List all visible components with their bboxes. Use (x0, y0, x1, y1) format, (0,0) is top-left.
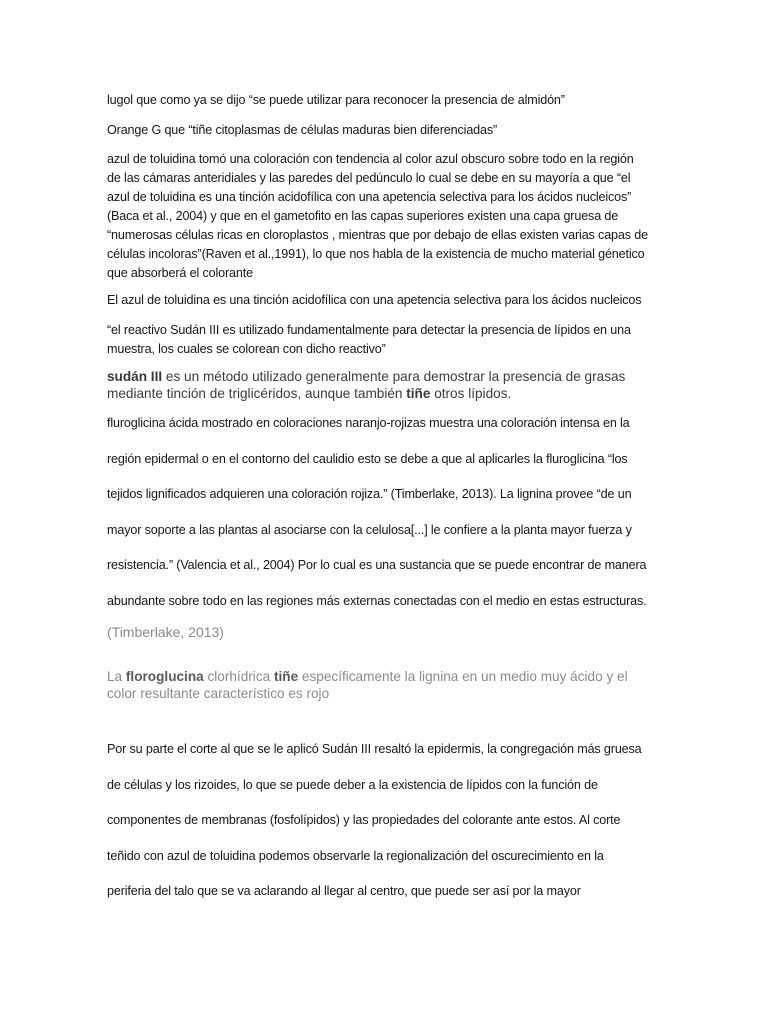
text-line: azul de toluidina tomó una coloración con tendencia al color azul obscuro sobre todo en la región (107, 152, 634, 166)
text-line: región epidermal o en el contorno del caulidio esto se debe a que al aplicarles la fluroglicina “los (107, 451, 628, 466)
text-line: que absorberá el colorante (107, 266, 253, 280)
paragraph-fluroglicina (107, 406, 652, 619)
text-line (107, 385, 652, 402)
paragraph-orange-g (107, 121, 652, 140)
text-line: fluroglicina ácida mostrado en coloraciones naranjo-rojizas muestra una coloración intensa en la (107, 416, 630, 430)
text-line: Por su parte el corte al que se le aplicó Sudán III resaltó la epidermis, la congregación más gruesa (107, 742, 642, 756)
paragraph-azul-toluidina (107, 150, 652, 283)
text-line: muestra, los cuales se colorean con dicho reactivo” (107, 342, 386, 356)
bold-term: tiñe (273, 669, 299, 684)
text-line: (Baca et al., 2004) y que en el gametofito en las capas superiores existen una capa gruesa de (107, 209, 619, 223)
bold-term: sudán III (107, 369, 163, 384)
paragraph-lugol (107, 91, 652, 110)
text-line: El azul de toluidina es una tinción acidofílica con una apetencia selectiva para los ácidos nucleicos (107, 293, 642, 307)
text-line: de células y los rizoides, lo que se puede deber a la existencia de lípidos con la función de (107, 777, 598, 792)
text-line: periferia del talo que se va aclarando al llegar al centro, que puede ser así por la mayor (107, 884, 581, 898)
text-line: de las cámaras anteridiales y las paredes del pedúnculo lo cual se debe en su mayoría a que “el (107, 171, 631, 185)
text-line: “el reactivo Sudán III es utilizado fundamentalmente para detectar la presencia de lípidos en una (107, 323, 631, 337)
paragraph-floroglucina (107, 668, 652, 702)
text-line: teñido con azul de toluidina podemos observarle la regionalización del oscurecimiento en la (107, 848, 604, 863)
text-line: (Timberlake, 2013) (107, 624, 224, 640)
text-line (107, 368, 652, 385)
paragraph-azul-acidofilica (107, 291, 652, 310)
paragraph-sudan-quote (107, 321, 652, 359)
text-line: lugol que como ya se dijo “se puede utilizar para reconocer la presencia de almidón” (107, 93, 565, 107)
citation-timberlake (107, 624, 652, 641)
text-line: “numerosas células ricas en cloroplastos , mientras que por debajo de ellas existen varias capas de (107, 228, 648, 242)
text-line: azul de toluidina es una tinción acidofílica con una apetencia selectiva para los ácidos nucleicos” (107, 190, 632, 204)
paragraph-sudan-results (107, 732, 652, 910)
text-line: tejidos lignificados adquieren una coloración rojiza.” (Timberlake, 2013). La lignina provee “de un (107, 487, 632, 501)
text-line: resistencia.” (Valencia et al., 2004) Por lo cual es una sustancia que se puede encontrar de manera (107, 558, 647, 572)
text-line: abundante sobre todo en las regiones más externas conectadas con el medio en estas estructuras. (107, 593, 647, 608)
text-run: mediante tinción de triglicéridos, aunque también (107, 386, 407, 401)
text-line: color resultante característico es rojo (107, 686, 330, 701)
text-run: otros lípidos. (430, 386, 512, 401)
text-run: La (107, 669, 126, 684)
bold-term: tiñe (406, 386, 431, 401)
bold-term: floroglucina (125, 669, 204, 684)
text-line: mayor soporte a las plantas al asociarse con la celulosa[...] le confiere a la planta mayor fuerza y (107, 522, 632, 537)
text-run: específicamente la lignina en un medio muy ácido y el (298, 669, 628, 684)
text-run: clorhídrica (203, 669, 274, 684)
paragraph-sudan-definition (107, 368, 652, 402)
text-run: es un método utilizado generalmente para demostrar la presencia de grasas (162, 369, 626, 384)
text-line (107, 668, 652, 685)
text-line: células incoloras”(Raven et al.,1991), lo que nos habla de la existencia de mucho material génetico (107, 247, 645, 261)
text-line: Orange G que “tiñe citoplasmas de células maduras bien diferenciadas” (107, 123, 498, 137)
text-line: componentes de membranas (fosfolípidos) y las propiedades del colorante ante estos. Al corte (107, 813, 621, 827)
